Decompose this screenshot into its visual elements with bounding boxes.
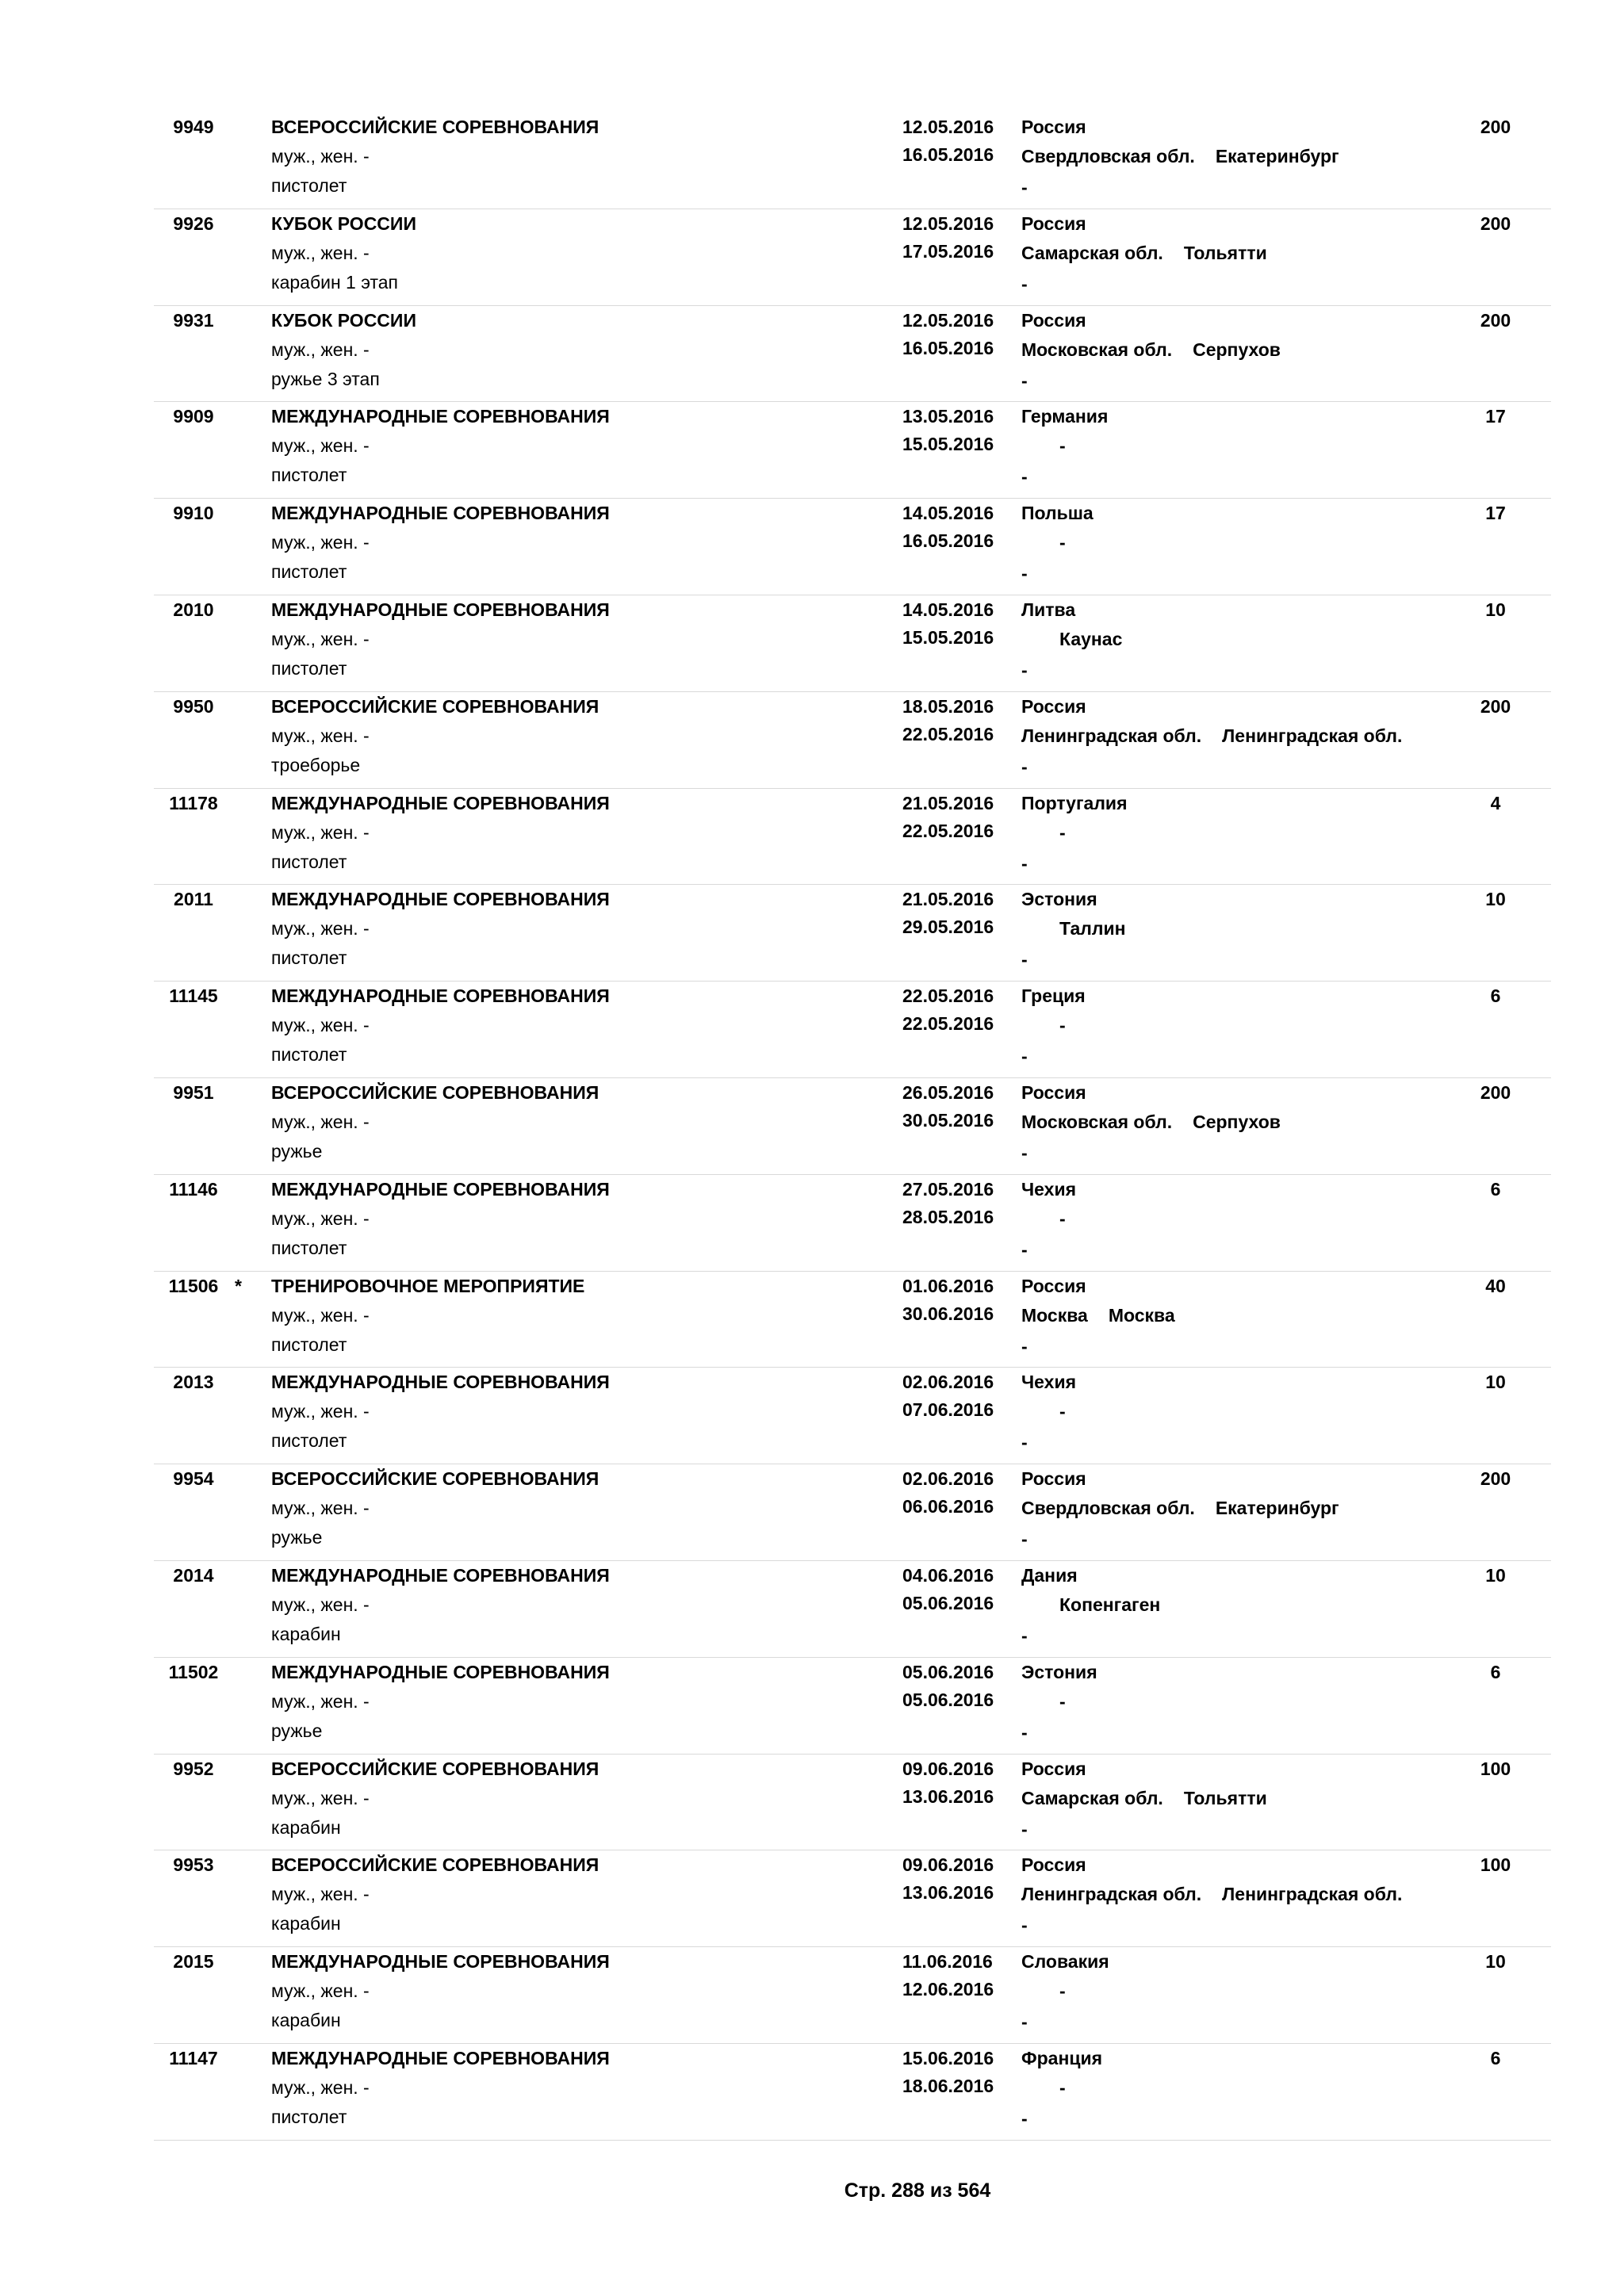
- event-participant-count: 6: [1490, 1661, 1501, 1682]
- event-extra: -: [1021, 1238, 1028, 1260]
- event-discipline: карабин 1 этап: [271, 271, 398, 293]
- event-discipline: пистолет: [271, 465, 347, 486]
- event-end-date: 22.05.2016: [902, 723, 994, 744]
- event-extra: -: [1021, 756, 1028, 777]
- event-location: [1021, 1880, 1402, 1909]
- event-city: Каунас: [1059, 628, 1123, 649]
- event-title: ВСЕРОССИЙСКИЕ СОРЕВНОВАНИЯ: [271, 1854, 599, 1876]
- event-discipline: ружье: [271, 1140, 323, 1161]
- event-extra: -: [1021, 273, 1028, 294]
- event-start-date: 12.05.2016: [902, 117, 994, 137]
- event-country: Греция: [1021, 985, 1086, 1007]
- event-id: 11506: [168, 1275, 219, 1296]
- event-region: Свердловская обл.: [1021, 146, 1195, 166]
- event-start-date: 27.05.2016: [902, 1178, 994, 1200]
- event-title: МЕЖДУНАРОДНЫЕ СОРЕВНОВАНИЯ: [271, 1564, 610, 1586]
- event-country: Эстония: [1021, 889, 1097, 910]
- event-start-date: 02.06.2016: [902, 1468, 994, 1490]
- event-country: Россия: [1021, 1854, 1086, 1876]
- event-region: Самарская обл.: [1021, 1787, 1163, 1808]
- event-title: МЕЖДУНАРОДНЫЕ СОРЕВНОВАНИЯ: [271, 1178, 610, 1200]
- event-discipline: пистолет: [271, 1044, 347, 1066]
- event-row: [154, 1850, 1551, 1947]
- event-location: [1021, 1011, 1066, 1040]
- event-row: [154, 692, 1551, 789]
- event-list: [154, 113, 1551, 2141]
- event-row: [154, 1464, 1551, 1561]
- event-mark: *: [235, 1275, 242, 1296]
- event-row: [154, 982, 1551, 1078]
- event-participants: муж., жен. -: [271, 1304, 370, 1326]
- event-participant-count: 200: [1480, 1468, 1511, 1490]
- event-participant-count: 200: [1480, 117, 1511, 137]
- event-start-date: 01.06.2016: [902, 1275, 994, 1296]
- event-extra: -: [1021, 2107, 1028, 2129]
- event-id: 9953: [173, 1854, 214, 1876]
- event-extra: -: [1021, 949, 1028, 970]
- event-start-date: 09.06.2016: [902, 1758, 994, 1779]
- event-discipline: пистолет: [271, 2106, 347, 2127]
- event-title: ВСЕРОССИЙСКИЕ СОРЕВНОВАНИЯ: [271, 1758, 599, 1779]
- event-end-date: 28.05.2016: [902, 1206, 994, 1227]
- event-country: Россия: [1021, 117, 1086, 137]
- event-discipline: пистолет: [271, 561, 347, 583]
- event-title: ВСЕРОССИЙСКИЕ СОРЕВНОВАНИЯ: [271, 695, 599, 717]
- event-discipline: пистолет: [271, 657, 347, 679]
- event-row: [154, 885, 1551, 982]
- event-row: [154, 499, 1551, 595]
- event-extra: -: [1021, 1721, 1028, 1743]
- event-end-date: 15.05.2016: [902, 626, 994, 648]
- event-id: 2014: [173, 1564, 214, 1586]
- event-location: [1021, 1108, 1281, 1137]
- event-participant-count: 4: [1490, 792, 1501, 813]
- event-start-date: 14.05.2016: [902, 503, 994, 524]
- event-row: [154, 1561, 1551, 1658]
- event-participant-count: 17: [1485, 503, 1506, 524]
- event-end-date: 22.05.2016: [902, 820, 994, 841]
- event-title: МЕЖДУНАРОДНЫЕ СОРЕВНОВАНИЯ: [271, 985, 610, 1007]
- event-participants: муж., жен. -: [271, 146, 370, 166]
- event-location: [1021, 1784, 1267, 1813]
- event-start-date: 22.05.2016: [902, 985, 994, 1007]
- event-region: Свердловская обл.: [1021, 1498, 1195, 1519]
- event-city: -: [1059, 1401, 1066, 1422]
- event-title: МЕЖДУНАРОДНЫЕ СОРЕВНОВАНИЯ: [271, 1951, 610, 1973]
- event-extra: -: [1021, 1818, 1028, 1839]
- event-start-date: 13.05.2016: [902, 406, 994, 427]
- event-extra: -: [1021, 2011, 1028, 2033]
- event-extra: -: [1021, 1432, 1028, 1453]
- event-extra: -: [1021, 1046, 1028, 1067]
- event-location: [1021, 431, 1066, 461]
- event-extra: -: [1021, 1624, 1028, 1646]
- event-region: Москва: [1021, 1304, 1088, 1326]
- page-number: Стр. 288 из 564: [844, 2179, 991, 2202]
- event-discipline: пистолет: [271, 1334, 347, 1355]
- event-extra: -: [1021, 466, 1028, 488]
- event-extra: -: [1021, 177, 1028, 197]
- event-extra: -: [1021, 1529, 1028, 1550]
- event-participants: муж., жен. -: [271, 1111, 370, 1132]
- event-title: МЕЖДУНАРОДНЫЕ СОРЕВНОВАНИЯ: [271, 1661, 610, 1682]
- event-participant-count: 17: [1485, 406, 1506, 427]
- event-participants: муж., жен. -: [271, 725, 370, 746]
- event-id: 11146: [169, 1178, 218, 1200]
- event-extra: -: [1021, 1335, 1028, 1357]
- event-id: 9954: [173, 1468, 214, 1490]
- event-end-date: 16.05.2016: [902, 144, 994, 165]
- event-participants: муж., жен. -: [271, 628, 370, 649]
- event-location: [1021, 1976, 1066, 2006]
- event-city: Ленинградская обл.: [1222, 1884, 1403, 1905]
- event-participants: муж., жен. -: [271, 1787, 370, 1808]
- event-id: 9949: [173, 117, 214, 137]
- event-start-date: 12.05.2016: [902, 309, 994, 331]
- event-location: [1021, 2073, 1066, 2103]
- event-end-date: 30.05.2016: [902, 1109, 994, 1131]
- event-start-date: 21.05.2016: [902, 889, 994, 910]
- event-discipline: пистолет: [271, 1237, 347, 1258]
- event-start-date: 18.05.2016: [902, 695, 994, 717]
- event-participant-count: 6: [1490, 2047, 1501, 2068]
- event-end-date: 13.06.2016: [902, 1882, 994, 1904]
- event-discipline: ружье: [271, 1527, 323, 1548]
- event-row: [154, 2044, 1551, 2141]
- event-row: [154, 1368, 1551, 1464]
- event-end-date: 30.06.2016: [902, 1303, 994, 1324]
- event-location: [1021, 1494, 1339, 1523]
- event-city: Москва: [1108, 1304, 1175, 1326]
- event-title: МЕЖДУНАРОДНЫЕ СОРЕВНОВАНИЯ: [271, 1372, 610, 1393]
- event-end-date: 15.05.2016: [902, 434, 994, 455]
- event-participants: муж., жен. -: [271, 1207, 370, 1229]
- event-row: [154, 402, 1551, 499]
- event-city: -: [1059, 1980, 1066, 2002]
- event-end-date: 06.06.2016: [902, 1496, 994, 1517]
- event-start-date: 14.05.2016: [902, 599, 994, 620]
- event-participant-count: 10: [1485, 1372, 1506, 1393]
- event-discipline: пистолет: [271, 947, 347, 969]
- event-id: 9909: [173, 406, 214, 427]
- event-start-date: 09.06.2016: [902, 1854, 994, 1876]
- event-id: 2010: [173, 599, 214, 620]
- event-participant-count: 200: [1480, 1081, 1511, 1103]
- event-id: 11178: [169, 792, 218, 813]
- event-end-date: 17.05.2016: [902, 240, 994, 262]
- event-participants: муж., жен. -: [271, 1690, 370, 1712]
- event-discipline: ружье 3 этап: [271, 368, 380, 389]
- event-id: 9952: [173, 1758, 214, 1779]
- event-participants: муж., жен. -: [271, 1401, 370, 1422]
- event-row: [154, 1078, 1551, 1175]
- event-participants: муж., жен. -: [271, 821, 370, 843]
- event-title: ВСЕРОССИЙСКИЕ СОРЕВНОВАНИЯ: [271, 1081, 599, 1103]
- event-participants: муж., жен. -: [271, 1498, 370, 1519]
- event-region: Самарская обл.: [1021, 242, 1163, 263]
- event-title: ВСЕРОССИЙСКИЕ СОРЕВНОВАНИЯ: [271, 1468, 599, 1490]
- event-end-date: 05.06.2016: [902, 1689, 994, 1710]
- event-participants: муж., жен. -: [271, 339, 370, 360]
- event-row: [154, 1175, 1551, 1272]
- event-participant-count: 6: [1490, 1178, 1501, 1200]
- event-location: [1021, 721, 1402, 751]
- event-participants: муж., жен. -: [271, 435, 370, 457]
- event-id: 2011: [174, 889, 213, 910]
- event-id: 9926: [173, 212, 214, 234]
- event-participant-count: 10: [1485, 1951, 1506, 1973]
- event-location: [1021, 914, 1126, 943]
- event-country: Чехия: [1021, 1372, 1076, 1393]
- event-location: [1021, 1590, 1160, 1620]
- event-participants: муж., жен. -: [271, 1015, 370, 1036]
- event-extra: -: [1021, 1915, 1028, 1936]
- event-location: [1021, 1301, 1175, 1330]
- event-country: Дания: [1021, 1564, 1078, 1586]
- event-title: МЕЖДУНАРОДНЫЕ СОРЕВНОВАНИЯ: [271, 2047, 610, 2068]
- event-country: Эстония: [1021, 1661, 1097, 1682]
- event-country: Россия: [1021, 1275, 1086, 1296]
- event-region: Ленинградская обл.: [1021, 725, 1202, 746]
- event-end-date: 16.05.2016: [902, 530, 994, 552]
- event-country: Россия: [1021, 1468, 1086, 1490]
- event-discipline: карабин: [271, 1623, 341, 1644]
- event-city: -: [1059, 2076, 1066, 2098]
- event-participants: муж., жен. -: [271, 1594, 370, 1615]
- event-start-date: 02.06.2016: [902, 1372, 994, 1393]
- event-title: ТРЕНИРОВОЧНОЕ МЕРОПРИЯТИЕ: [271, 1275, 585, 1296]
- event-row: [154, 209, 1551, 306]
- event-title: МЕЖДУНАРОДНЫЕ СОРЕВНОВАНИЯ: [271, 599, 610, 620]
- event-row: [154, 1755, 1551, 1851]
- event-end-date: 07.06.2016: [902, 1399, 994, 1421]
- event-region: Ленинградская обл.: [1021, 1884, 1202, 1905]
- event-location: [1021, 1687, 1066, 1716]
- event-participant-count: 10: [1485, 599, 1506, 620]
- event-participant-count: 6: [1490, 985, 1501, 1007]
- event-city: Екатеринбург: [1215, 146, 1339, 166]
- event-id: 11147: [169, 2047, 218, 2068]
- event-country: Россия: [1021, 695, 1086, 717]
- event-extra: -: [1021, 1142, 1028, 1163]
- event-country: Россия: [1021, 309, 1086, 331]
- event-location: [1021, 818, 1066, 848]
- event-title: МЕЖДУНАРОДНЫЕ СОРЕВНОВАНИЯ: [271, 792, 610, 813]
- event-extra: -: [1021, 369, 1028, 391]
- event-id: 9910: [173, 503, 214, 524]
- event-start-date: 11.06.2016: [902, 1951, 993, 1973]
- event-country: Россия: [1021, 212, 1086, 234]
- event-extra: -: [1021, 852, 1028, 874]
- event-row: [154, 1272, 1551, 1368]
- event-end-date: 18.06.2016: [902, 2075, 994, 2096]
- event-city: -: [1059, 532, 1066, 553]
- event-participants: муж., жен. -: [271, 1980, 370, 2002]
- event-id: 9931: [173, 309, 214, 331]
- event-country: Россия: [1021, 1081, 1086, 1103]
- event-participants: муж., жен. -: [271, 242, 370, 263]
- event-country: Польша: [1021, 503, 1094, 524]
- event-participants: муж., жен. -: [271, 1884, 370, 1905]
- event-row: [154, 1658, 1551, 1755]
- event-location: [1021, 625, 1122, 654]
- event-id: 11145: [169, 985, 218, 1007]
- event-city: Тольятти: [1183, 1787, 1267, 1808]
- event-participant-count: 10: [1485, 889, 1506, 910]
- event-start-date: 21.05.2016: [902, 792, 994, 813]
- event-end-date: 22.05.2016: [902, 1013, 994, 1035]
- event-id: 2013: [173, 1372, 214, 1393]
- event-participants: муж., жен. -: [271, 532, 370, 553]
- event-city: -: [1059, 821, 1066, 843]
- event-participant-count: 200: [1480, 212, 1511, 234]
- event-participant-count: 40: [1485, 1275, 1506, 1296]
- event-discipline: ружье: [271, 1720, 323, 1741]
- event-discipline: карабин: [271, 1913, 341, 1934]
- event-participant-count: 200: [1480, 695, 1511, 717]
- event-end-date: 12.06.2016: [902, 1979, 994, 2000]
- event-city: Таллин: [1059, 918, 1126, 939]
- event-country: Чехия: [1021, 1178, 1076, 1200]
- event-location: [1021, 528, 1066, 557]
- event-extra: -: [1021, 563, 1028, 584]
- event-participant-count: 200: [1480, 309, 1511, 331]
- event-country: Россия: [1021, 1758, 1086, 1779]
- event-country: Словакия: [1021, 1951, 1109, 1973]
- event-city: -: [1059, 1690, 1066, 1712]
- event-title: МЕЖДУНАРОДНЫЕ СОРЕВНОВАНИЯ: [271, 406, 610, 427]
- event-location: [1021, 1204, 1066, 1234]
- event-region: Московская обл.: [1021, 1111, 1173, 1132]
- event-city: -: [1059, 1207, 1066, 1229]
- event-participant-count: 10: [1485, 1564, 1506, 1586]
- event-end-date: 16.05.2016: [902, 337, 994, 358]
- event-end-date: 13.06.2016: [902, 1785, 994, 1807]
- event-row: [154, 789, 1551, 886]
- event-discipline: пистолет: [271, 175, 347, 196]
- event-country: Португалия: [1021, 792, 1128, 813]
- event-row: [154, 306, 1551, 403]
- event-row: [154, 1947, 1551, 2044]
- event-discipline: карабин: [271, 2010, 341, 2031]
- event-start-date: 26.05.2016: [902, 1081, 994, 1103]
- event-discipline: пистолет: [271, 1430, 347, 1452]
- event-title: ВСЕРОССИЙСКИЕ СОРЕВНОВАНИЯ: [271, 117, 599, 137]
- event-start-date: 05.06.2016: [902, 1661, 994, 1682]
- event-city: Тольятти: [1183, 242, 1267, 263]
- event-city: Серпухов: [1193, 1111, 1281, 1132]
- event-region: Московская обл.: [1021, 339, 1173, 360]
- event-title: МЕЖДУНАРОДНЫЕ СОРЕВНОВАНИЯ: [271, 503, 610, 524]
- event-title: МЕЖДУНАРОДНЫЕ СОРЕВНОВАНИЯ: [271, 889, 610, 910]
- event-location: [1021, 239, 1267, 268]
- event-start-date: 15.06.2016: [902, 2047, 994, 2068]
- event-participants: муж., жен. -: [271, 2076, 370, 2098]
- event-discipline: карабин: [271, 1816, 341, 1838]
- event-id: 2015: [173, 1951, 214, 1973]
- event-location: [1021, 1397, 1066, 1426]
- event-participant-count: 100: [1480, 1758, 1511, 1779]
- event-city: -: [1059, 435, 1066, 457]
- event-country: Литва: [1021, 599, 1076, 620]
- event-row: [154, 595, 1551, 692]
- event-extra: -: [1021, 659, 1028, 680]
- event-start-date: 04.06.2016: [902, 1564, 994, 1586]
- event-discipline: пистолет: [271, 851, 347, 872]
- event-city: Серпухов: [1193, 339, 1281, 360]
- event-city: Екатеринбург: [1215, 1498, 1339, 1519]
- event-id: 9950: [173, 695, 214, 717]
- event-location: [1021, 335, 1281, 365]
- event-country: Германия: [1021, 406, 1109, 427]
- event-discipline: троеборье: [271, 754, 361, 775]
- event-title: КУБОК РОССИИ: [271, 309, 416, 331]
- event-participants: муж., жен. -: [271, 918, 370, 939]
- event-country: Франция: [1021, 2047, 1103, 2068]
- event-id: 9951: [173, 1081, 214, 1103]
- event-city: Ленинградская обл.: [1222, 725, 1403, 746]
- event-end-date: 29.05.2016: [902, 916, 994, 938]
- event-city: Копенгаген: [1059, 1594, 1161, 1615]
- event-end-date: 05.06.2016: [902, 1592, 994, 1613]
- event-start-date: 12.05.2016: [902, 212, 994, 234]
- event-location: [1021, 142, 1339, 171]
- event-id: 11502: [168, 1661, 219, 1682]
- event-participant-count: 100: [1480, 1854, 1511, 1876]
- event-title: КУБОК РОССИИ: [271, 212, 416, 234]
- event-city: -: [1059, 1015, 1066, 1036]
- event-row: [154, 113, 1551, 209]
